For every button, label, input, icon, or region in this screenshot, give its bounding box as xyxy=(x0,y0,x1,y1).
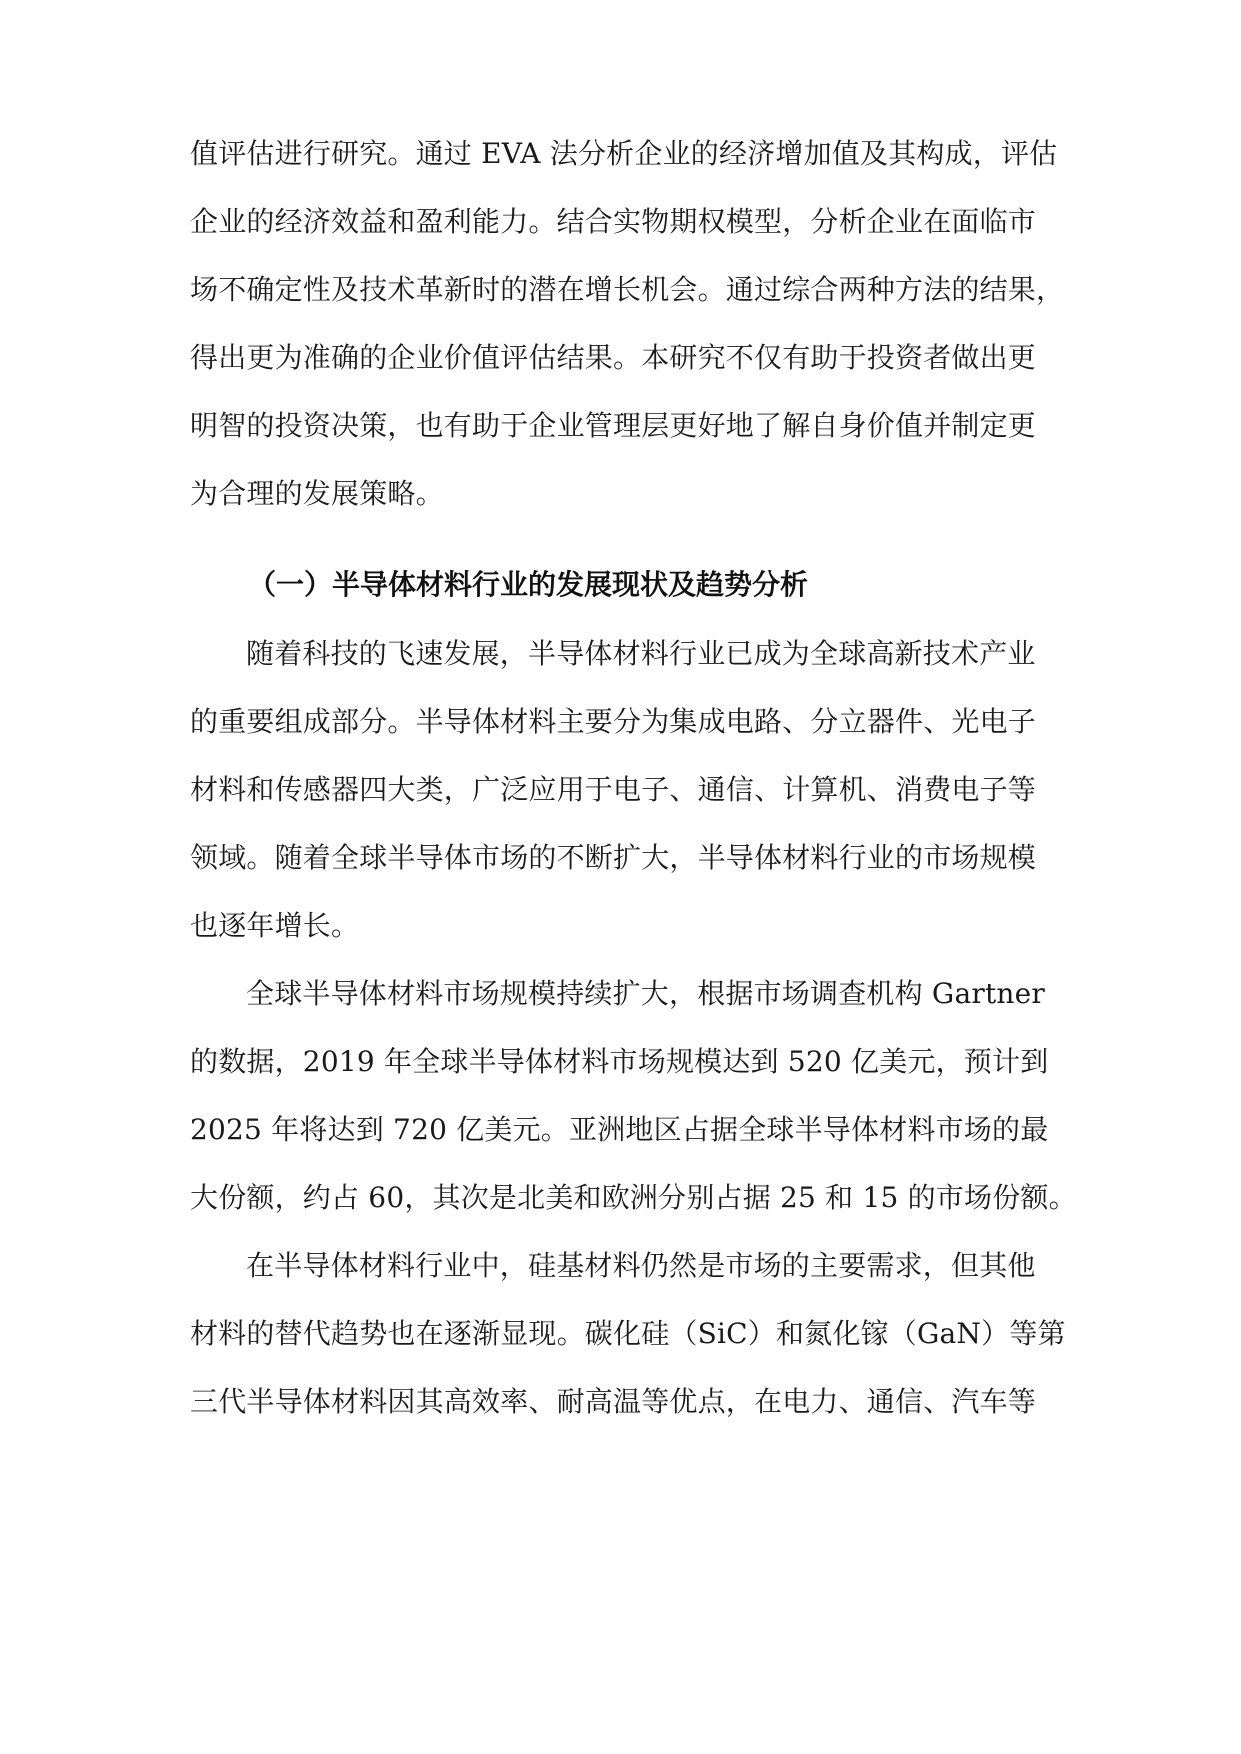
text-line: 也逐年增长。 xyxy=(190,909,360,942)
text-line: 材料的替代趋势也在逐渐显现。碳化硅（SiC）和氮化镓（GaN）等第 xyxy=(190,1317,1066,1350)
text-line: 材料和传感器四大类，广泛应用于电子、通信、计算机、消费电子等 xyxy=(190,773,1037,806)
text-line: 2025 年将达到 720 亿美元。亚洲地区占据全球半导体材料市场的最 xyxy=(190,1113,1049,1146)
text-line: 明智的投资决策，也有助于企业管理层更好地了解自身价值并制定更 xyxy=(190,409,1037,442)
text-line: 在半导体材料行业中，硅基材料仍然是市场的主要需求，但其他 xyxy=(246,1249,1036,1282)
text-line: 领域。随着全球半导体市场的不断扩大，半导体材料行业的市场规模 xyxy=(190,841,1037,874)
text-line: 全球半导体材料市场规模持续扩大，根据市场调查机构 Gartner xyxy=(246,977,1045,1010)
text-line: 为合理的发展策略。 xyxy=(190,477,444,510)
text-line: 随着科技的飞速发展，半导体材料行业已成为全球高新技术产业 xyxy=(246,637,1036,670)
section-heading: （一）半导体材料行业的发展现状及趋势分析 xyxy=(248,568,809,601)
text-line: 的数据，2019 年全球半导体材料市场规模达到 520 亿美元，预计到 xyxy=(190,1045,1049,1078)
text-line: 三代半导体材料因其高效率、耐高温等优点，在电力、通信、汽车等 xyxy=(190,1385,1037,1418)
text-line: 值评估进行研究。通过 EVA 法分析企业的经济增加值及其构成，评估 xyxy=(190,137,1058,170)
text-line: 场不确定性及技术革新时的潜在增长机会。通过综合两种方法的结果， xyxy=(190,273,1065,306)
text-line: 的重要组成部分。半导体材料主要分为集成电路、分立器件、光电子 xyxy=(190,705,1037,738)
text-line: 企业的经济效益和盈利能力。结合实物期权模型，分析企业在面临市 xyxy=(190,205,1037,238)
text-line: 得出更为准确的企业价值评估结果。本研究不仅有助于投资者做出更 xyxy=(190,341,1037,374)
text-line: 大份额，约占 60，其次是北美和欧洲分别占据 25 和 15 的市场份额。 xyxy=(190,1181,1077,1214)
